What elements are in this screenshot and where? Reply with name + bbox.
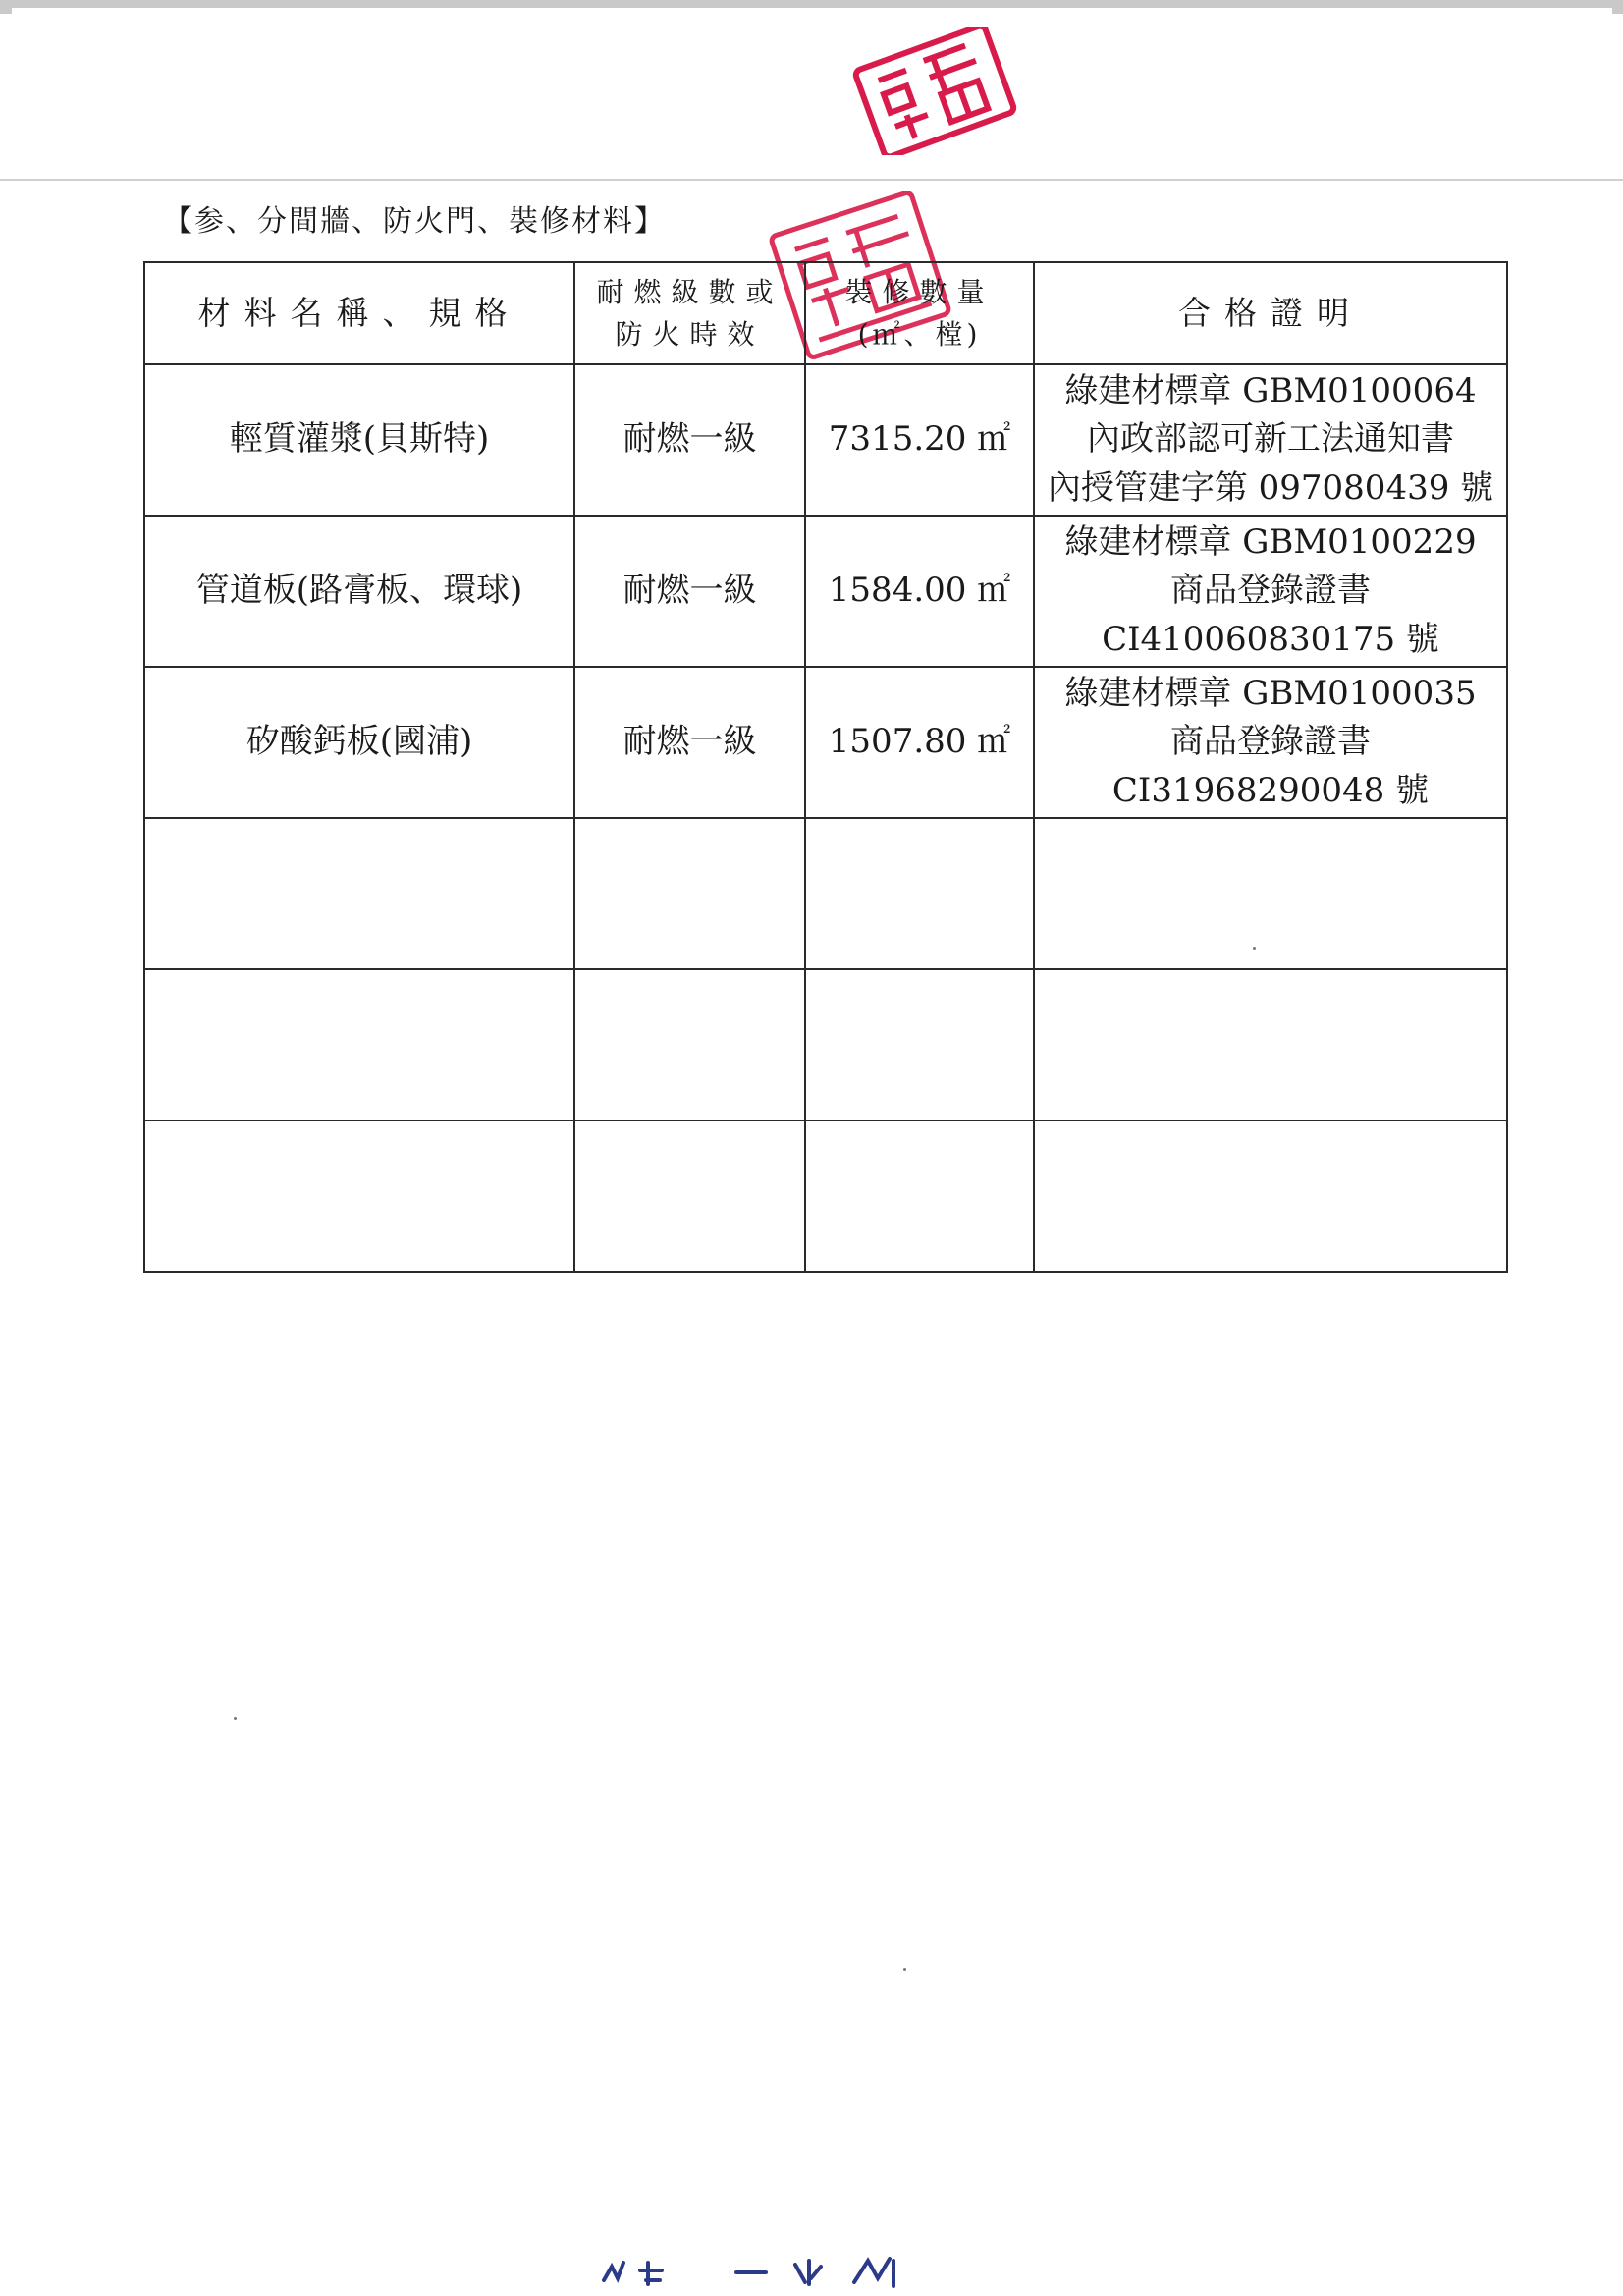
footer-handwritten-mark — [599, 2251, 933, 2294]
empty-cell — [574, 1121, 805, 1272]
header-quantity-line2: (㎡、樘) — [857, 318, 982, 351]
material-name: 管道板(路膏板、環球) — [144, 516, 574, 667]
quantity: 1584.00 ㎡ — [805, 516, 1034, 667]
header-quantity — [805, 262, 1034, 364]
quantity: 7315.20 ㎡ — [805, 364, 1034, 516]
material-name: 矽酸鈣板(國浦) — [144, 667, 574, 818]
scan-speck — [234, 1717, 237, 1720]
fire-rating: 耐燃一級 — [574, 364, 805, 516]
certification — [1034, 667, 1507, 818]
fire-rating: 耐燃一級 — [574, 667, 805, 818]
table-row-empty — [144, 969, 1507, 1121]
materials-table — [143, 261, 1508, 1273]
section-title: 【参、分間牆、防火門、裝修材料】 — [163, 204, 666, 239]
scan-speck — [903, 1968, 906, 1971]
header-quantity-line1: 裝修數量 — [844, 275, 995, 308]
cert-line: 內政部認可新工法通知書 — [1087, 419, 1454, 460]
table-row-empty — [144, 1121, 1507, 1272]
cert-line: CI410060830175 號 — [1102, 619, 1439, 659]
quantity: 1507.80 ㎡ — [805, 667, 1034, 818]
folded-page-strip — [12, 8, 1612, 175]
table-header-row — [144, 262, 1507, 364]
table-row — [144, 516, 1507, 667]
empty-cell — [574, 818, 805, 969]
page-fold-edge — [0, 179, 1623, 181]
empty-cell — [1034, 969, 1507, 1121]
header-fire-rating-line1: 耐燃級數或 — [596, 275, 784, 308]
certification — [1034, 516, 1507, 667]
header-fire-rating — [574, 262, 805, 364]
empty-cell — [574, 969, 805, 1121]
cert-line: 商品登錄證書 — [1170, 722, 1371, 762]
cert-line: CI31968290048 號 — [1111, 770, 1430, 810]
empty-cell — [144, 818, 574, 969]
header-fire-rating-line2: 防火時效 — [615, 318, 765, 351]
table-row — [144, 667, 1507, 818]
empty-cell — [1034, 1121, 1507, 1272]
empty-cell — [805, 818, 1034, 969]
cert-line: 內授管建字第 097080439 號 — [1047, 467, 1494, 508]
empty-cell — [805, 1121, 1034, 1272]
cert-line: 綠建材標章 GBM0100064 — [1064, 371, 1477, 411]
table-row-empty — [144, 818, 1507, 969]
header-material-name: 材料名稱、規格 — [144, 262, 574, 364]
cert-line: 綠建材標章 GBM0100035 — [1064, 674, 1477, 714]
empty-cell — [144, 1121, 574, 1272]
empty-cell — [805, 969, 1034, 1121]
red-seal-stamp-top — [846, 27, 1023, 155]
cert-line: 綠建材標章 GBM0100229 — [1064, 522, 1477, 563]
empty-cell — [144, 969, 574, 1121]
cert-line: 商品登錄證書 — [1170, 571, 1371, 611]
header-certification: 合格證明 — [1034, 262, 1507, 364]
empty-cell — [1034, 818, 1507, 969]
material-name: 輕質灌漿(貝斯特) — [144, 364, 574, 516]
certification — [1034, 364, 1507, 516]
table-row — [144, 364, 1507, 516]
fire-rating: 耐燃一級 — [574, 516, 805, 667]
scan-speck — [1253, 947, 1256, 950]
